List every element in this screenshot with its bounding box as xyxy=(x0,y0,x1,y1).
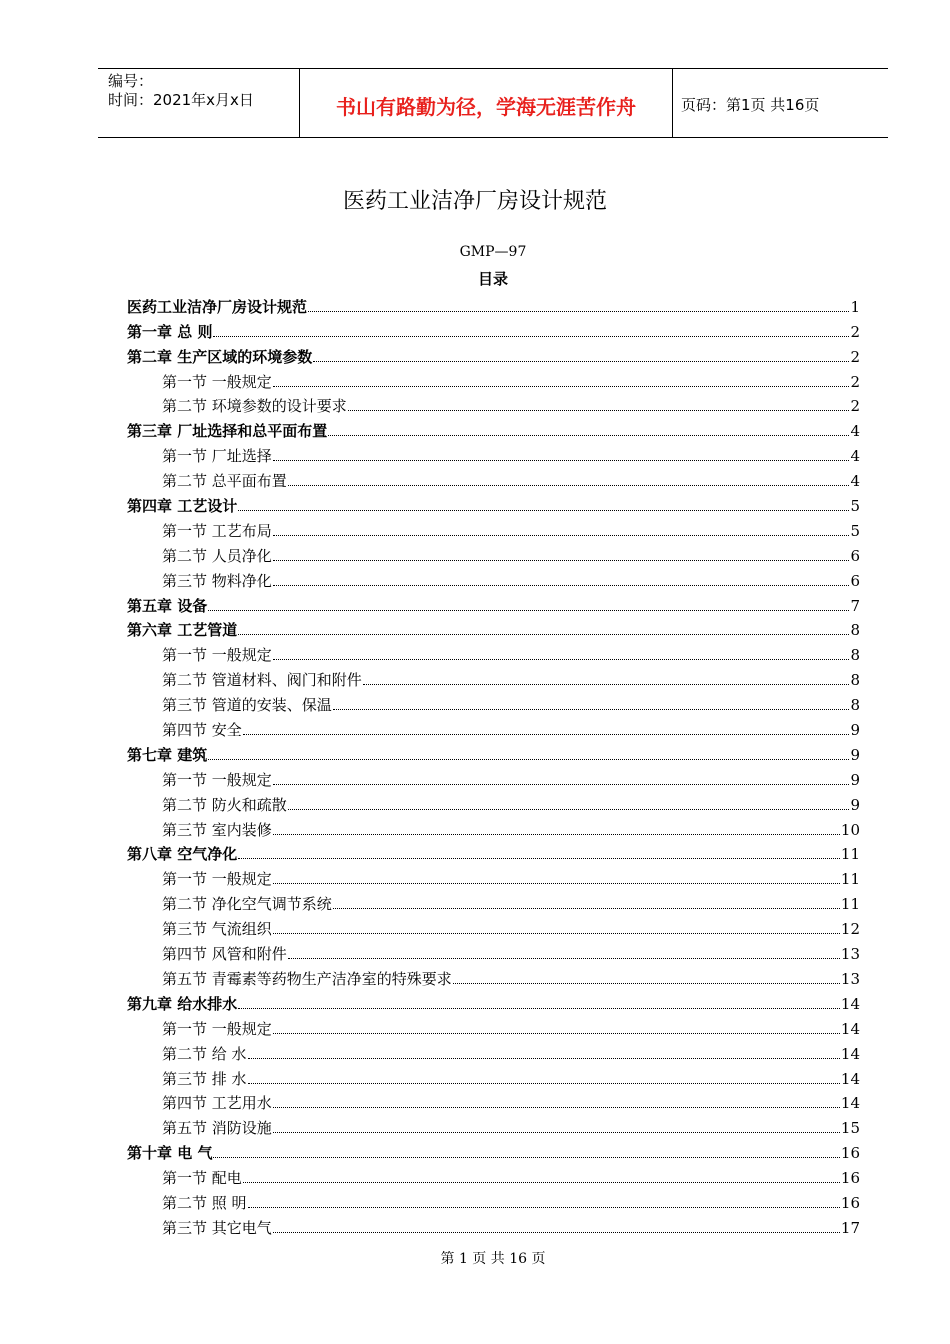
toc-entry-label: 第二节 人员净化 xyxy=(162,546,272,565)
toc-entry-label: 第三章 厂址选择和总平面布置 xyxy=(127,422,328,441)
toc-entry-page-number: 11 xyxy=(840,895,860,914)
toc-section-entry[interactable] xyxy=(127,913,860,938)
toc-entry-label: 第二节 管道材料、阀门和附件 xyxy=(162,671,362,690)
header-page-info: 页码：第1页 共16页 xyxy=(681,96,820,114)
toc-entry-page-number: 6 xyxy=(850,571,860,590)
toc-section-entry[interactable] xyxy=(127,1063,860,1088)
toc-entry-label: 医药工业洁净厂房设计规范 xyxy=(127,297,308,316)
toc-entry-page-number: 2 xyxy=(850,372,860,391)
toc-section-entry[interactable] xyxy=(127,863,860,888)
toc-section-entry[interactable] xyxy=(127,1212,860,1237)
toc-entry-label: 第十章 电 气 xyxy=(127,1144,213,1163)
toc-dot-leader xyxy=(453,982,840,984)
toc-section-entry[interactable] xyxy=(127,565,860,590)
toc-dot-leader xyxy=(243,733,850,735)
toc-chapter-entry[interactable] xyxy=(127,988,860,1013)
toc-dot-leader xyxy=(273,584,850,586)
toc-chapter-entry[interactable] xyxy=(127,1137,860,1162)
toc-heading: 目录 xyxy=(477,270,508,288)
toc-chapter-entry[interactable] xyxy=(127,415,860,440)
toc-chapter-entry[interactable] xyxy=(127,341,860,366)
toc-entry-page-number: 4 xyxy=(850,472,860,491)
toc-dot-leader xyxy=(248,1206,840,1208)
toc-entry-label: 第九章 给水排水 xyxy=(127,994,238,1013)
toc-entry-page-number: 9 xyxy=(850,770,860,789)
toc-section-entry[interactable] xyxy=(127,391,860,416)
toc-dot-leader xyxy=(288,808,850,810)
toc-entry-page-number: 16 xyxy=(840,1193,860,1212)
toc-section-entry[interactable] xyxy=(127,515,860,540)
toc-entry-page-number: 13 xyxy=(840,969,860,988)
toc-section-entry[interactable] xyxy=(127,1162,860,1187)
toc-section-entry[interactable] xyxy=(127,440,860,465)
toc-dot-leader xyxy=(273,1106,840,1108)
toc-chapter-entry[interactable] xyxy=(127,839,860,864)
document-title: 医药工业洁净厂房设计规范 xyxy=(342,189,607,214)
toc-dot-leader xyxy=(273,534,850,536)
toc-dot-leader xyxy=(243,1181,840,1183)
toc-entry-label: 第二节 照 明 xyxy=(162,1193,247,1212)
toc-entry-page-number: 11 xyxy=(840,870,860,889)
header-middle-cell xyxy=(300,69,673,137)
toc-entry-label: 第一节 一般规定 xyxy=(162,1019,272,1038)
toc-dot-leader xyxy=(288,484,850,486)
toc-chapter-entry[interactable] xyxy=(127,490,860,515)
page-footer: 第 1 页 共 16 页 xyxy=(440,1251,546,1267)
toc-dot-leader xyxy=(208,758,849,760)
toc-section-entry[interactable] xyxy=(127,1013,860,1038)
toc-entry-label: 第四节 工艺用水 xyxy=(162,1094,272,1113)
toc-dot-leader xyxy=(238,1007,840,1009)
toc-entry-label: 第一节 厂址选择 xyxy=(162,447,272,466)
toc-dot-leader xyxy=(273,459,850,461)
toc-entry-page-number: 8 xyxy=(850,621,860,640)
toc-dot-leader xyxy=(273,783,850,785)
toc-dot-leader xyxy=(273,1231,840,1233)
toc-entry-label: 第一节 配电 xyxy=(162,1169,242,1188)
toc-entry-page-number: 7 xyxy=(850,596,860,615)
toc-entry-page-number: 10 xyxy=(840,820,860,839)
toc-section-entry[interactable] xyxy=(127,366,860,391)
toc-entry-page-number: 4 xyxy=(850,422,860,441)
toc-entry-label: 第二节 总平面布置 xyxy=(162,472,287,491)
toc-dot-leader xyxy=(348,409,850,411)
toc-entry-page-number: 12 xyxy=(840,920,860,939)
header-left-cell xyxy=(98,69,300,137)
toc-entry-page-number: 4 xyxy=(850,447,860,466)
toc-dot-leader xyxy=(313,360,849,362)
toc-entry-label: 第八章 空气净化 xyxy=(127,845,238,864)
toc-dot-leader xyxy=(273,882,840,884)
toc-dot-leader xyxy=(273,658,850,660)
toc-entry-page-number: 16 xyxy=(840,1144,860,1163)
toc-dot-leader xyxy=(273,559,850,561)
toc-section-entry[interactable] xyxy=(127,764,860,789)
toc-entry-label: 第二节 净化空气调节系统 xyxy=(162,895,332,914)
toc-entry-page-number: 5 xyxy=(850,497,860,516)
toc-dot-leader xyxy=(213,335,849,337)
toc-entry-page-number: 14 xyxy=(840,1019,860,1038)
toc-dot-leader xyxy=(308,310,849,312)
toc-entry-page-number: 2 xyxy=(850,347,860,366)
table-of-contents xyxy=(127,291,860,1237)
toc-entry-label: 第三节 其它电气 xyxy=(162,1218,272,1237)
toc-entry-page-number: 9 xyxy=(850,745,860,764)
toc-entry-label: 第三节 管道的安装、保温 xyxy=(162,696,332,715)
toc-section-entry[interactable] xyxy=(127,664,860,689)
toc-dot-leader xyxy=(273,1131,840,1133)
toc-entry-page-number: 14 xyxy=(840,1069,860,1088)
toc-entry-page-number: 2 xyxy=(850,397,860,416)
toc-entry-page-number: 11 xyxy=(840,845,860,864)
toc-entry-page-number: 1 xyxy=(850,297,860,316)
toc-dot-leader xyxy=(273,833,840,835)
toc-entry-label: 第一节 一般规定 xyxy=(162,372,272,391)
toc-entry-label: 第四章 工艺设计 xyxy=(127,497,238,516)
toc-section-entry[interactable] xyxy=(127,1088,860,1113)
toc-entry-label: 第三节 排 水 xyxy=(162,1069,247,1088)
toc-entry-page-number: 9 xyxy=(850,721,860,740)
toc-entry-page-number: 8 xyxy=(850,696,860,715)
serial-number-label: 编号： xyxy=(108,72,154,90)
toc-section-entry[interactable] xyxy=(127,540,860,565)
toc-section-entry[interactable] xyxy=(127,888,860,913)
toc-entry-label: 第五节 青霉素等药物生产洁净室的特殊要求 xyxy=(162,969,452,988)
toc-chapter-entry[interactable] xyxy=(127,739,860,764)
toc-entry-page-number: 17 xyxy=(840,1218,860,1237)
toc-entry-label: 第三节 物料净化 xyxy=(162,571,272,590)
toc-entry-page-number: 2 xyxy=(850,322,860,341)
standard-code: GMP—97 xyxy=(459,244,527,260)
toc-section-entry[interactable] xyxy=(127,465,860,490)
toc-chapter-entry[interactable] xyxy=(127,291,860,316)
toc-entry-label: 第二节 环境参数的设计要求 xyxy=(162,397,347,416)
toc-section-entry[interactable] xyxy=(127,1038,860,1063)
toc-entry-page-number: 15 xyxy=(840,1119,860,1138)
toc-dot-leader xyxy=(213,1156,839,1158)
toc-entry-page-number: 8 xyxy=(850,646,860,665)
toc-chapter-entry[interactable] xyxy=(127,615,860,640)
toc-entry-label: 第七章 建筑 xyxy=(127,745,208,764)
toc-dot-leader xyxy=(273,1032,840,1034)
toc-section-entry[interactable] xyxy=(127,814,860,839)
toc-dot-leader xyxy=(248,1082,840,1084)
header-motto: 书山有路勤为径，学海无涯苦作舟 xyxy=(336,95,636,119)
toc-dot-leader xyxy=(288,957,840,959)
toc-entry-label: 第五章 设备 xyxy=(127,596,208,615)
toc-section-entry[interactable] xyxy=(127,639,860,664)
toc-entry-label: 第一章 总 则 xyxy=(127,322,213,341)
toc-entry-label: 第一节 一般规定 xyxy=(162,770,272,789)
toc-dot-leader xyxy=(273,385,850,387)
toc-section-entry[interactable] xyxy=(127,1187,860,1212)
toc-entry-page-number: 14 xyxy=(840,994,860,1013)
toc-entry-label: 第一节 一般规定 xyxy=(162,870,272,889)
toc-entry-label: 第二章 生产区域的环境参数 xyxy=(127,347,313,366)
toc-section-entry[interactable] xyxy=(127,963,860,988)
toc-dot-leader xyxy=(238,857,840,859)
toc-entry-page-number: 14 xyxy=(840,1094,860,1113)
header-right-cell xyxy=(673,69,888,137)
toc-entry-label: 第六章 工艺管道 xyxy=(127,621,238,640)
toc-dot-leader xyxy=(363,683,850,685)
toc-entry-label: 第三节 气流组织 xyxy=(162,920,272,939)
toc-entry-label: 第五节 消防设施 xyxy=(162,1119,272,1138)
toc-dot-leader xyxy=(273,932,840,934)
toc-dot-leader xyxy=(333,907,840,909)
toc-entry-label: 第一节 一般规定 xyxy=(162,646,272,665)
toc-dot-leader xyxy=(248,1057,840,1059)
toc-section-entry[interactable] xyxy=(127,1112,860,1137)
toc-dot-leader xyxy=(328,434,849,436)
toc-dot-leader xyxy=(333,708,850,710)
toc-section-entry[interactable] xyxy=(127,938,860,963)
toc-entry-label: 第二节 防火和疏散 xyxy=(162,795,287,814)
toc-entry-page-number: 9 xyxy=(850,795,860,814)
toc-section-entry[interactable] xyxy=(127,789,860,814)
time-label: 时间：2021年x月x日 xyxy=(108,91,254,109)
toc-chapter-entry[interactable] xyxy=(127,316,860,341)
toc-entry-page-number: 16 xyxy=(840,1169,860,1188)
toc-entry-label: 第二节 给 水 xyxy=(162,1044,247,1063)
toc-entry-label: 第一节 工艺布局 xyxy=(162,521,272,540)
toc-section-entry[interactable] xyxy=(127,714,860,739)
page-header xyxy=(98,68,888,138)
toc-dot-leader xyxy=(238,633,849,635)
toc-entry-label: 第四节 风管和附件 xyxy=(162,945,287,964)
toc-entry-page-number: 14 xyxy=(840,1044,860,1063)
toc-entry-label: 第三节 室内装修 xyxy=(162,820,272,839)
toc-section-entry[interactable] xyxy=(127,689,860,714)
toc-entry-label: 第四节 安全 xyxy=(162,721,242,740)
toc-entry-page-number: 8 xyxy=(850,671,860,690)
toc-entry-page-number: 6 xyxy=(850,546,860,565)
toc-chapter-entry[interactable] xyxy=(127,590,860,615)
toc-dot-leader xyxy=(238,509,849,511)
toc-entry-page-number: 5 xyxy=(850,521,860,540)
toc-dot-leader xyxy=(208,609,849,611)
toc-entry-page-number: 13 xyxy=(840,945,860,964)
